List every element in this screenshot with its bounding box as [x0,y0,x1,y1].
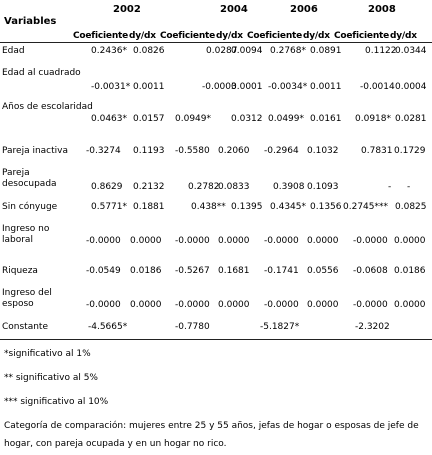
subheader-coef-2006: Coeficiente [247,31,303,41]
row-label: Pareja inactiva [2,146,68,156]
cell-coef-2006: -0.2964 [264,146,299,156]
cell-dydx-2002: 0.0000 [130,300,162,310]
cell-dydx-2006: 0.1093 [307,182,339,192]
cell-dydx-2002: 0.0157 [133,114,165,124]
cell-dydx-2006: 0.0000 [307,300,339,310]
cell-coef-2004: -0.0000 [175,300,210,310]
variables-header: Variables [4,16,57,27]
cell-coef-2008: -0.0608 [353,266,388,276]
cell-dydx-2004: 0.0833 [218,182,250,192]
subheader-coef-2002: Coeficiente [73,31,129,41]
cell-coef-2002: -4.5665* [88,322,128,332]
cell-coef-2006: 0.2768* [270,46,306,56]
row-label: Sin cónyuge [2,202,58,212]
cell-coef-2006: 0.0499* [268,114,304,124]
cell-dydx-2008: 0.0344 [395,46,427,56]
significance-note-1: *significativo al 1% [4,349,91,359]
row-label: Pareja desocupada [2,168,57,189]
cell-dydx-2006: 0.1356 [310,202,342,212]
row-label: Ingreso del esposo [2,288,52,309]
cell-dydx-2004: 0.1681 [218,266,250,276]
cell-coef-2006: 0.4345* [270,202,306,212]
cell-dydx-2004: 0.0312 [231,114,263,124]
subheader-dydx-2008: dy/dx [390,31,417,41]
cell-coef-2002: -0.0000 [86,236,121,246]
year-header-2006: 2006 [290,4,318,15]
cell-coef-2004: -0.0003 [202,82,237,92]
cell-dydx-2006: 0.0011 [310,82,342,92]
cell-coef-2004: -0.0000 [175,236,210,246]
cell-dydx-2008: 0.1729 [394,146,426,156]
cell-dydx-2004: 0.0000 [218,300,250,310]
significance-note-2: ** significativo al 5% [4,373,98,383]
cell-coef-2006: -0.0034* [268,82,308,92]
row-label: Edad al cuadrado [2,68,81,78]
cell-coef-2004: -0.5580 [175,146,210,156]
cell-dydx-2004: 0.2060 [218,146,250,156]
row-label: Edad [2,46,25,56]
cell-coef-2008: - [388,182,392,192]
subheader-coef-2004: Coeficiente [160,31,216,41]
cell-dydx-2008: 0.0825 [395,202,427,212]
cell-dydx-2002: 0.0000 [130,236,162,246]
cell-dydx-2002: 0.0186 [130,266,162,276]
subheader-coef-2008: Coeficiente [334,31,390,41]
subheader-dydx-2002: dy/dx [129,31,156,41]
cell-coef-2004: 0.0949* [175,114,211,124]
cell-coef-2008: 0.1122 [365,46,397,56]
cell-coef-2008: -0.0000 [353,236,388,246]
cell-dydx-2002: 0.0011 [133,82,165,92]
comparison-footnote: Categoría de comparación: mujeres entre 25 y 55 años, jefas de hogar o esposas de jefe de hogar, con pareja ocupada y en un hogar no rico. [4,421,419,449]
year-header-2002: 2002 [113,4,141,15]
cell-coef-2002: 0.2436* [91,46,127,56]
cell-coef-2008: -2.3202 [355,322,390,332]
cell-dydx-2006: 0.0556 [307,266,339,276]
cell-coef-2006: -0.0000 [264,300,299,310]
significance-note-3: *** significativo al 10% [4,397,109,407]
cell-coef-2002: -0.0549 [86,266,121,276]
cell-coef-2004: 0.2782 [188,182,220,192]
cell-coef-2004: -0.7780 [175,322,210,332]
header-rule [0,42,432,43]
cell-dydx-2002: 0.0826 [133,46,165,56]
cell-coef-2002: -0.0000 [86,300,121,310]
row-label: Constante [2,322,48,332]
cell-dydx-2004: 0.0000 [218,236,250,246]
cell-dydx-2008: - [407,182,411,192]
cell-coef-2002: -0.0031* [91,82,131,92]
cell-coef-2002: 0.0463* [91,114,127,124]
cell-dydx-2004: 0.0094 [231,46,263,56]
cell-dydx-2002: 0.1881 [133,202,165,212]
year-header-2004: 2004 [220,4,248,15]
cell-dydx-2006: 0.0891 [310,46,342,56]
row-label: Ingreso no laboral [2,224,50,245]
cell-dydx-2008: 0.0186 [394,266,426,276]
cell-dydx-2008: 0.0000 [394,236,426,246]
cell-coef-2006: -0.1741 [264,266,299,276]
row-label: Riqueza [2,266,38,276]
cell-coef-2004: 0.438** [191,202,226,212]
year-header-2008: 2008 [368,4,396,15]
row-label: Años de escolaridad [2,102,93,112]
cell-dydx-2008: 0.0281 [395,114,427,124]
subheader-dydx-2006: dy/dx [303,31,330,41]
cell-coef-2006: -5.1827* [260,322,300,332]
cell-dydx-2002: 0.2132 [133,182,165,192]
cell-coef-2008: 0.2745*** [343,202,388,212]
subheader-dydx-2004: dy/dx [216,31,243,41]
cell-coef-2004: 0.0287 [206,46,238,56]
cell-coef-2004: -0.5267 [175,266,210,276]
cell-dydx-2008: 0.0004 [395,82,427,92]
cell-dydx-2006: 0.0000 [307,236,339,246]
bottom-rule [0,339,432,340]
cell-dydx-2004: 0.1395 [231,202,263,212]
cell-dydx-2006: 0.1032 [307,146,339,156]
cell-dydx-2002: 0.1193 [133,146,165,156]
cell-coef-2002: 0.8629 [91,182,123,192]
cell-coef-2008: -0.0014 [360,82,395,92]
cell-coef-2008: 0.7831 [361,146,393,156]
cell-coef-2008: 0.0918* [355,114,391,124]
cell-dydx-2004: 0.0001 [231,82,263,92]
cell-coef-2002: 0.5771* [91,202,127,212]
cell-coef-2002: -0.3274 [86,146,121,156]
cell-dydx-2006: 0.0161 [310,114,342,124]
cell-coef-2006: 0.3908 [273,182,305,192]
cell-dydx-2008: 0.0000 [394,300,426,310]
cell-coef-2008: -0.0000 [353,300,388,310]
cell-coef-2006: -0.0000 [264,236,299,246]
